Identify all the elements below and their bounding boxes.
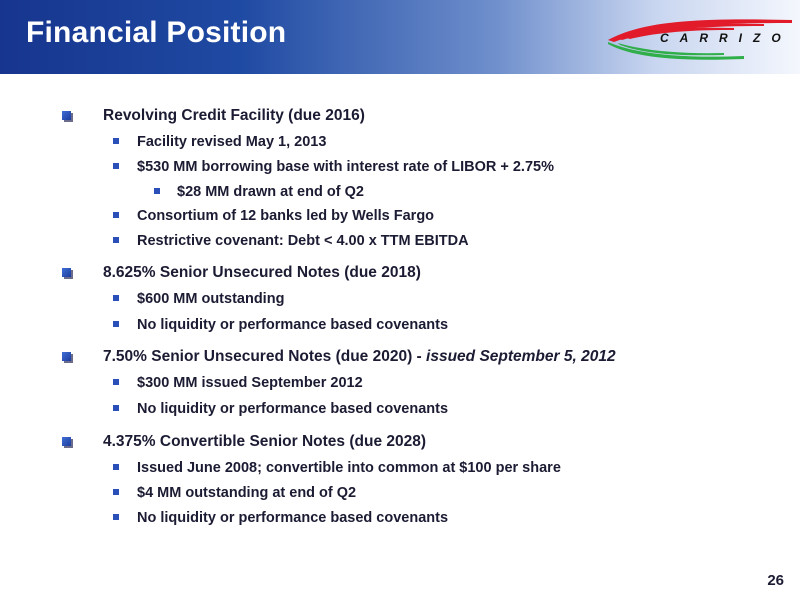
heading-text: 8.625% Senior Unsecured Notes (due 2018) <box>103 264 421 281</box>
item-text: Restrictive covenant: Debt < 4.00 x TTM EBITDA <box>137 233 469 249</box>
heading-emphasis: issued September 5, 2012 <box>426 348 616 365</box>
logo-wordmark: CARRIZO <box>660 31 792 45</box>
item-text: $28 MM drawn at end of Q2 <box>177 184 364 200</box>
bullet-square-icon <box>62 437 71 446</box>
heading-main: 7.50% Senior Unsecured Notes (due 2020) - <box>103 348 427 365</box>
bullet-square-icon <box>62 111 71 120</box>
heading-text: 4.375% Convertible Senior Notes (due 2028) <box>103 433 427 450</box>
item-text: Facility revised May 1, 2013 <box>137 134 327 150</box>
item-text: Issued June 2008; convertible into common at $100 per share <box>137 460 561 476</box>
bullet-small-icon <box>113 295 119 301</box>
item-text: $600 MM outstanding <box>137 291 285 307</box>
bullet-small-icon <box>113 237 119 243</box>
item-text: $4 MM outstanding at end of Q2 <box>137 485 357 501</box>
heading-text <box>103 348 616 366</box>
bullet-small-icon <box>113 138 119 144</box>
item-text: No liquidity or performance based covenants <box>137 510 449 526</box>
item-text: No liquidity or performance based covenants <box>137 317 449 333</box>
bullet-small-icon <box>113 212 119 218</box>
item-text: Consortium of 12 banks led by Wells Fargo <box>137 208 435 224</box>
bullet-square-icon <box>62 268 71 277</box>
title-bar <box>0 0 800 74</box>
bullet-small-icon <box>113 163 119 169</box>
item-text: $530 MM borrowing base with interest rate of LIBOR + 2.75% <box>137 159 554 175</box>
page-number: 26 <box>767 572 784 589</box>
heading-text: Revolving Credit Facility (due 2016) <box>103 107 365 124</box>
slide-title: Financial Position <box>26 16 287 49</box>
bullet-small-icon <box>113 514 119 520</box>
bullet-small-icon <box>113 379 119 385</box>
item-text: $300 MM issued September 2012 <box>137 375 363 391</box>
bullet-small-icon <box>154 188 160 194</box>
bullet-square-icon <box>62 352 71 361</box>
item-text: No liquidity or performance based covenants <box>137 401 449 417</box>
bullet-small-icon <box>113 405 119 411</box>
carrizo-logo <box>604 14 794 62</box>
bullet-small-icon <box>113 464 119 470</box>
bullet-small-icon <box>113 489 119 495</box>
bullet-small-icon <box>113 321 119 327</box>
